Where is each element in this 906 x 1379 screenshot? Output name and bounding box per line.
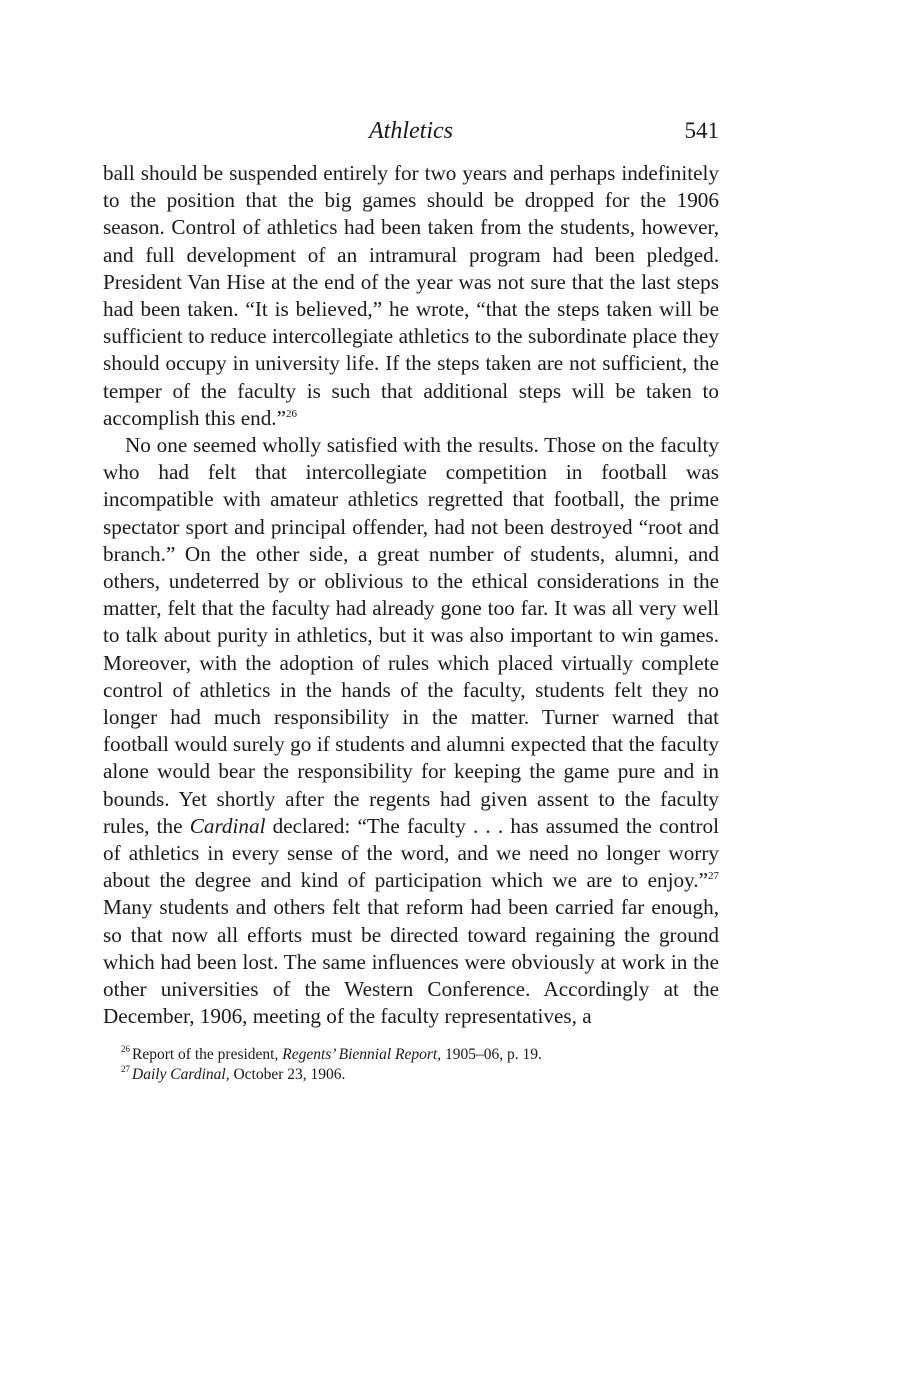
footnote — [121, 1065, 719, 1085]
book-page — [103, 112, 719, 1085]
paragraph-continued — [103, 160, 719, 432]
footnote-text: 1905–06, p. 19. — [441, 1045, 542, 1063]
footnote-reference: 26 — [286, 407, 297, 420]
footnote-number: 26 — [121, 1044, 130, 1055]
footnotes — [103, 1045, 719, 1085]
page-number: 541 — [684, 118, 719, 143]
paragraph-text: ball should be suspended entirely for two years and perhaps indefinitely to the position that the big games should be dropped for the 1906 season. Control of athletics had been taken from the students, however, and full development of an intramural program had been pledged. President Van Hise at the end of the year was not sure that the last steps had been taken. “It is believed,” he wrote, “that the steps taken will be sufficient to reduce intercollegiate athletics to the subordinate place they should occupy in university life. If the steps taken are not sufficient, the temper of the faculty is such that additional steps will be taken to accomplish this end.” — [103, 161, 719, 430]
footnote-text: Report of the president, — [132, 1045, 283, 1063]
paragraph-text: No one seemed wholly satisfied with the results. Those on the faculty who had felt that intercollegiate competition in football was incompatible with amateur athletics regretted that football, the prime spectator sport and principal offender, had not been destroyed “root and branch.” On the other side, a great number of students, alumni, and others, undeterred by or oblivious to the ethical considerations in the matter, felt that the faculty had already gone too far. It was all very well to talk about purity in athletics, but it was also important to win games. Moreover, with the adoption of rules which placed virtually complete control of athletics in the hands of the faculty, students felt they no longer had much responsibility in the matter. Turner warned that football would surely go if students and alumni expected that the faculty alone would bear the responsibility for keeping the game pure and in bounds. Yet shortly after the regents had given assent to the faculty rules, the — [103, 433, 719, 838]
footnote-number: 27 — [121, 1064, 130, 1075]
footnote-italic: Daily Cardinal, — [132, 1065, 230, 1083]
paragraph-text: declared: “The faculty . . . has assumed the control of athletics in every sense of the word, and we need no longer worry about the degree and kind of participation which we are to enjoy.” — [103, 813, 719, 893]
italic-title: Cardinal — [189, 813, 266, 838]
body-text — [103, 160, 719, 1031]
footnote-reference: 27 — [708, 870, 719, 883]
footnote — [121, 1045, 719, 1065]
footnote-italic: Regents’ Biennial Report, — [282, 1045, 442, 1063]
running-head — [103, 112, 719, 152]
running-title: Athletics — [369, 118, 453, 144]
paragraph-text: Many students and others felt that reform had been carried far enough, so that now all efforts must be directed toward regaining the ground which had been lost. The same influences were obviously at work in the other universities of the Western Conference. Accordingly at the December, 1906, meeting of the faculty representatives, a — [103, 895, 719, 1029]
footnote-text: October 23, 1906. — [229, 1065, 346, 1083]
paragraph — [103, 432, 719, 1030]
